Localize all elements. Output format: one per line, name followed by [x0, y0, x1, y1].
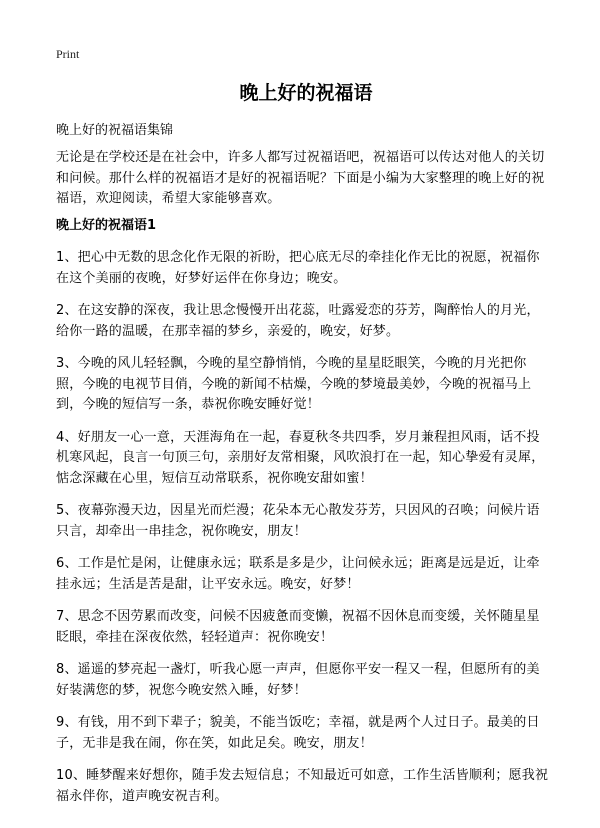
- blessing-item-3: 3、今晚的风儿轻轻飘，今晚的星空静悄悄，今晚的星星眨眼笑，今晚的月光把你照，今晚的电视节目俏，今晚的新闻不枯燥，今晚的梦境最美妙，今晚的祝福马上到，今晚的短信写一条，恭祝你晚安睡好觉！: [56, 356, 532, 412]
- blessing-list: [56, 248, 552, 819]
- blessing-item-4: 4、好朋友一心一意，天涯海角在一起，春夏秋冬共四季，岁月兼程担风雨，话不投机寒风起，良言一句顶三句，亲朋好友常相聚，风吹浪打在一起，知心挚爱有灵犀，惦念深藏在心里，短信互动常联系，祝你晚安甜如蜜！: [56, 429, 545, 486]
- blessing-item-7: 7、思念不因劳累而改变，问候不因疲惫而变懒，祝福不因休息而变缓，关怀随星星眨眼，牵挂在深夜依然，轻轻道声：祝你晚安！: [56, 609, 540, 645]
- blessing-item-2: 2、在这安静的深夜，我让思念慢慢开出花蕊，吐露爱恋的芬芳，陶醉怡人的月光，给你一路的温暖，在那幸福的梦乡，亲爱的，晚安，好梦。: [56, 303, 540, 339]
- subtitle: 晚上好的祝福语集锦: [56, 123, 174, 138]
- page-title: 晚上好的祝福语: [239, 82, 373, 104]
- blessing-item-6: 6、工作是忙是闲，让健康永远；联系是多是少，让问候永远；距离是远是近，让牵挂永远；生活是苦是甜，让平安永远。晚安，好梦！: [56, 556, 540, 592]
- blessing-item-10: 10、睡梦醒来好想你，随手发去短信息；不知最近可如意，工作生活皆顺利；愿我祝福永伴你，道声晚安祝吉利。: [56, 768, 549, 804]
- blessing-item-5: 5、夜幕弥漫天边，因星光而烂漫；花朵本无心散发芬芳，只因风的召唤；问候片语只言，却牵出一串挂念，祝你晚安，朋友！: [56, 503, 540, 539]
- blessing-item-8: 8、遥遥的梦亮起一盏灯，听我心愿一声声，但愿你平安一程又一程，但愿所有的美好装满您的梦，祝您今晚安然入睡，好梦！: [56, 662, 540, 698]
- section-heading: 晚上好的祝福语1: [56, 218, 157, 233]
- blessing-item-9: 9、有钱，用不到下辈子；貌美，不能当饭吃；幸福，就是两个人过日子。最美的日子，无非是我在闹，你在笑，如此足矣。晚安，朋友！: [56, 715, 540, 751]
- intro-paragraph: 无论是在学校还是在社会中，许多人都写过祝福语吧，祝福语可以传达对他人的关切和问候。那什么样的祝福语才是好的祝福语呢？下面是小编为大家整理的晚上好的祝福语，欢迎阅读，希望大家能够喜欢。: [56, 150, 545, 206]
- print-link[interactable]: Print: [56, 47, 80, 61]
- blessing-item-1: 1、把心中无数的思念化作无限的祈盼，把心底无尽的牵挂化作无比的祝愿，祝福你在这个美丽的夜晚，好梦好运伴在你身边；晚安。: [56, 250, 540, 286]
